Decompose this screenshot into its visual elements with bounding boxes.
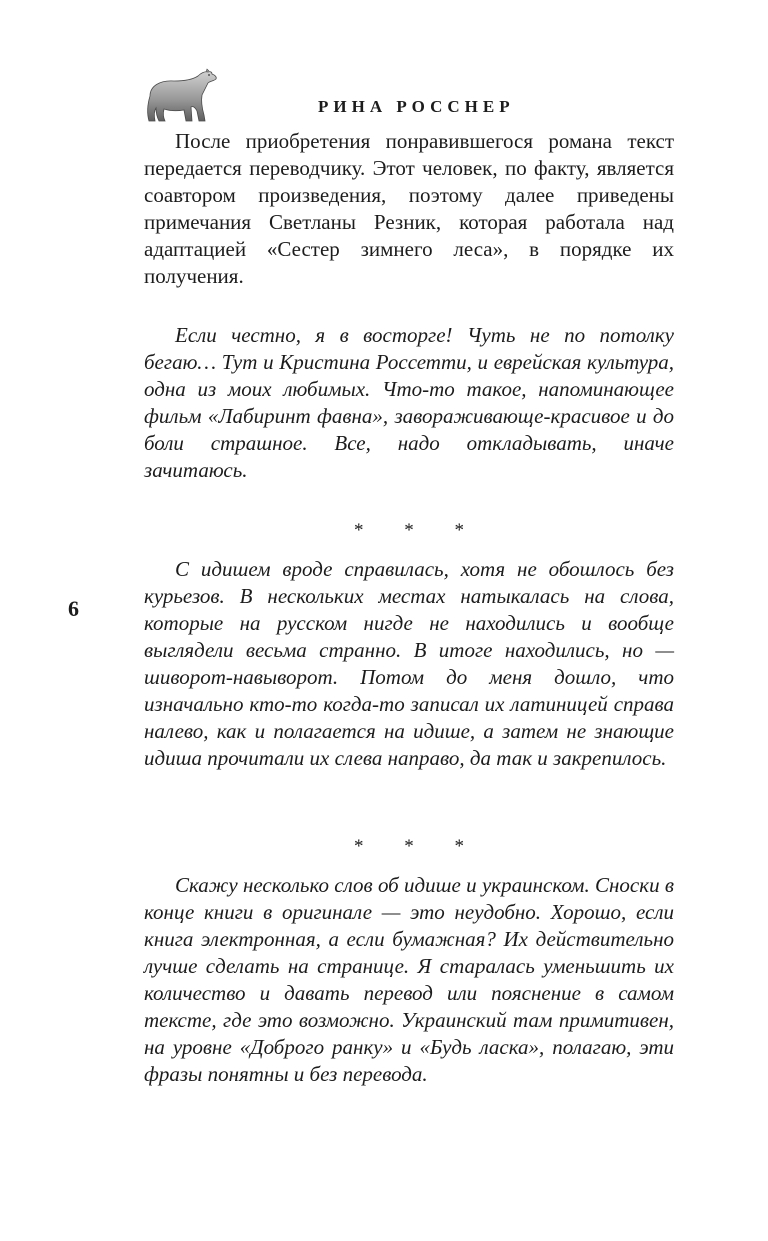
paragraph-note-1: Если честно, я в восторге! Чуть не по потолку бегаю… Тут и Кристина Россетти, и еврейская культура, одна из моих любимых. Что-то такое, напоминающее фильм «Лабиринт фавна», завораживающе-красивое и до боли страшное. Все, надо откладывать, иначе зачитаюсь. xyxy=(144,323,674,482)
section-separator: * * * xyxy=(354,836,482,857)
paragraph-note-2: С идишем вроде справилась, хотя не обошлось без курьезов. В нескольких местах натыкалась на слова, которые на русском нигде не находились и вообще выглядели весьма странно. В итоге находились, но — шиворот-навыворот. Потом до меня дошло, что изначально кто-то когда-то записал их латиницей справа налево, как и полагается на идише, а затем не знающие идиша прочитали их слева направо, да так и закрепилось. xyxy=(144,557,674,770)
paragraph-intro: После приобретения понравившегося романа текст передается переводчику. Этот человек, по факту, является соавтором произведения, поэтому далее приведены примечания Светланы Резник, которая работала над адаптацией «Сестер зимнего леса», в порядке их получения. xyxy=(144,129,674,288)
running-head-author: РИНА РОССНЕР xyxy=(318,97,515,116)
page-number: 6 xyxy=(68,596,79,621)
paragraph-note-3: Скажу несколько слов об идише и украинском. Сноски в конце книги в оригинале — это неудобно. Хорошо, если книга электронная, а если бумажная? Их действительно лучше сделать на странице. Я старалась уменьшить их количество и давать перевод или пояснение в самом тексте, где это возможно. Украинский там примитивен, на уровне «Доброго ранку» и «Будь ласка», полагаю, эти фразы понятны и без перевода. xyxy=(144,873,674,1086)
bear-icon xyxy=(144,66,218,124)
section-separator: * * * xyxy=(354,520,482,541)
